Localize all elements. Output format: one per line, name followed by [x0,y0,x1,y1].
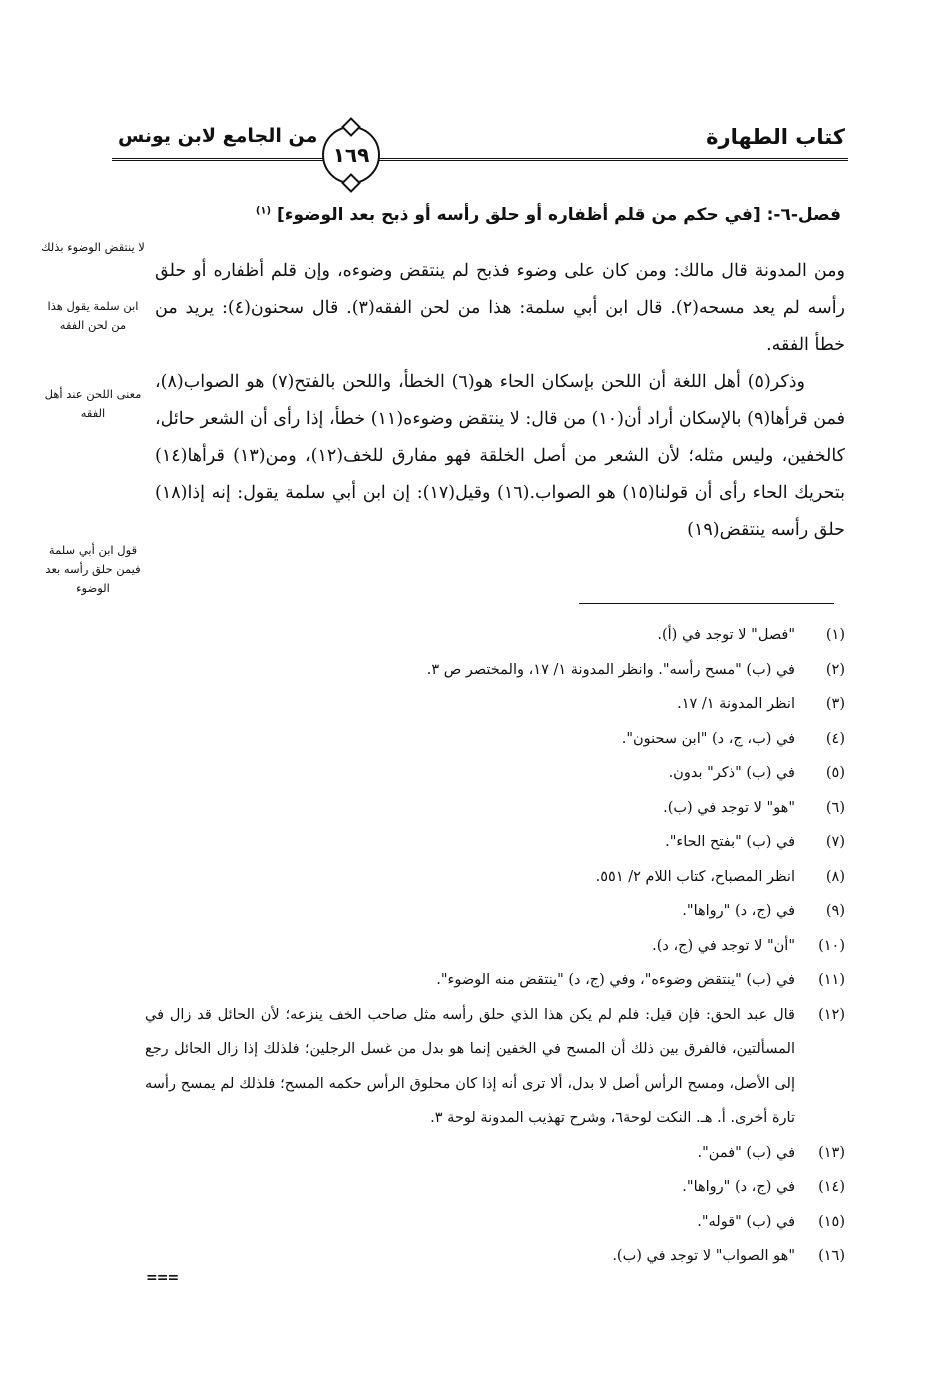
footnote-separator [579,603,834,604]
footnote [145,618,845,653]
footnote-text: في (ب) "ذكر" بدون. [668,765,795,781]
footnote-number: (٣) [825,696,845,712]
footnote-text: في (ب) "ينتقض وضوءه"، وفي (ج، د) "ينتقض منه الوضوء". [436,972,795,988]
section-heading-footnote-marker: (١) [255,205,272,217]
footnote-text: في (ب) "قوله". [697,1213,795,1230]
margin-note: معنى اللحن عند أهل الفقه [44,387,142,420]
footnote-number: (١٦) [818,1248,845,1264]
footnotes [145,618,845,1274]
footnote-text: انظر المدونة ١/ ١٧. [677,696,795,712]
footnote [145,1205,845,1240]
footnote-number: (١١) [818,972,845,988]
footnote-text: في (ب) "مسح رأسه". وانظر المدونة ١/ ١٧، والمختصر ص ٣. [426,661,795,678]
footnote-text: في (ج، د) "رواها". [682,1179,795,1195]
footnote-number: (٢) [825,661,845,678]
section-heading-text: فصل-٦-: [في حكم من قلم أظفاره أو حلق رأسه أو ذبح بعد الوضوء] [277,205,841,225]
footnote-text: "هو الصواب" لا توجد في (ب). [612,1248,795,1264]
footnote [145,894,845,929]
footnote-number: (٦) [825,799,845,816]
paragraph: وذكر(٥) أهل اللغة أن اللحن بإسكان الحاء هو(٦) الخطأ، واللحن بالفتح(٧) هو الصواب(٨)، فمن قرأها(٩) بالإسكان أراد أن(١٠) من قال: لا ينتقض وضوءه(١١) خطأ، إذا رأى أن الشعر حائل، كالخفين، وليس مثله؛ لأن الشعر من أصل الخلقة فهو مفارق للخف(١٢)، ومن(١٣) قرأها(١٤) بتحريك الحاء رأى أن قولنا(١٥) هو الصواب.(١٦) وقيل(١٧): إن ابن أبي سلمة يقول: إنه إذا(١٨) حلق رأسه ينتقض(١٩) [155,372,845,540]
paragraph: ومن المدونة قال مالك: ومن كان على وضوء فذبح لم ينتقض وضوءه، وإن قلم أظفاره أو حلق رأسه لم يعد مسحه(٢). قال ابن أبي سلمة: هذا من لحن الفقه(٣). قال سحنون(٤): يريد من خطأ الفقه. [155,261,846,355]
margin-note: ابن سلمة يقول هذا من لحن الفقه [47,299,139,332]
footnote [145,1170,845,1205]
footnote-number: (١) [825,627,845,643]
work-title: من الجامع لابن يونس [118,125,318,147]
footnote [145,1136,845,1171]
footnote [145,929,845,964]
footnote [145,860,845,895]
book-title: كتاب الطهارة [706,125,845,149]
footnote-text: في (ب، ج، د) "ابن سحنون". [621,730,795,747]
footnote-number: (١٢) [818,1006,845,1023]
section-heading [141,205,841,225]
footnote-number: (٥) [825,765,845,781]
end-of-page-mark: === [146,1270,179,1286]
footnote-number: (١٣) [818,1144,845,1161]
main-text [155,253,845,549]
page-number-text: ١٦٩ [332,143,370,167]
footnote-text: "فصل" لا توجد في (أ). [657,627,795,643]
footnote [145,722,845,757]
footnote-text: في (ج، د) "رواها". [682,903,795,919]
header-rule [112,158,848,161]
footnote [145,756,845,791]
footnote-text: انظر المصباح، كتاب اللام ٢/ ٥٥١. [595,868,795,885]
footnote-number: (٧) [825,834,845,850]
footnote-text: في (ب) "بفتح الحاء". [665,834,795,850]
margin-note: لا ينتقض الوضوء بذلك [41,240,145,254]
footnote-number: (٨) [825,868,845,885]
footnote [145,687,845,722]
footnote-number: (١٠) [818,937,845,954]
footnote [145,998,845,1136]
footnote-text: في (ب) "فمن". [697,1144,795,1161]
footnote [145,963,845,998]
footnote-text: قال عبد الحق: فإن قيل: فلم لم يكن هذا الذي حلق رأسه مثل صاحب الخف ينزعه؛ لأن الحائل قد زال في المسألتين، فالفرق بين ذلك أن المسح في الخفين إنما هو بدل من غسل الرجلين؛ فلذلك إذا زال الحائل رجع إلى الأصل، ومسح الرأس أصل لا بدل، ألا ترى أنه إذا كان محلوق الرأس حكمه المسح؛ فلذلك لم يمسح رأسه تارة أخرى. أ. هـ. النكت لوحة٦، وشرح تهذيب المدونة لوحة ٣. [145,1006,795,1126]
footnote [145,791,845,826]
margin-note: قول ابن أبي سلمة فيمن حلق رأسه بعد الوضوء [45,543,141,595]
footnote-text: "أن" لا توجد في (ج، د). [652,937,795,954]
footnote-number: (١٤) [818,1179,845,1195]
footnote [145,653,845,688]
footnote [145,1239,845,1274]
footnote [145,825,845,860]
page-number [322,126,380,184]
footnote-number: (١٥) [818,1213,845,1230]
footnote-text: "هو" لا توجد في (ب). [663,799,795,816]
footnote-number: (٩) [825,903,845,919]
footnote-number: (٤) [825,730,845,747]
